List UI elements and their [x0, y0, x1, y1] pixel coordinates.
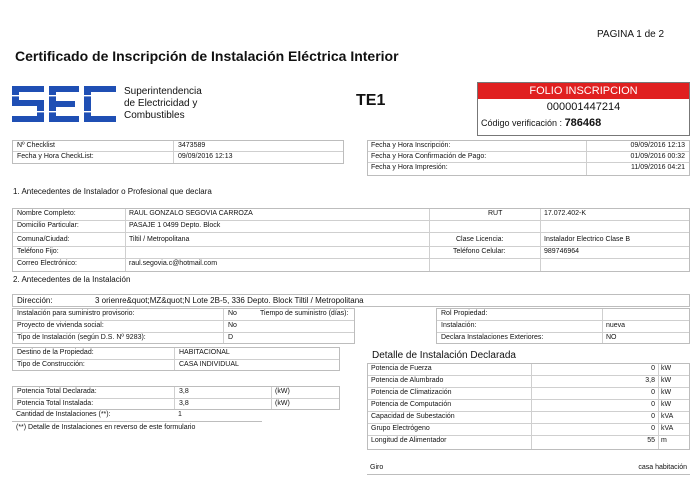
installer-value: Tiltil / Metropolitana — [129, 236, 190, 243]
detail-box — [367, 363, 690, 450]
property-info-label: Rol Propiedad: — [441, 310, 488, 317]
property-row — [13, 348, 339, 360]
power-label: Potencia Total Declarada: — [17, 388, 97, 395]
divider — [531, 364, 532, 449]
divider — [602, 309, 603, 343]
date-row — [368, 152, 689, 163]
folio-header: FOLIO INSCRIPCION — [478, 83, 689, 99]
detail-label: Potencia de Computación — [371, 401, 452, 408]
installer-value: PASAJE 1 0499 Depto. Block — [129, 222, 221, 229]
installer-row — [13, 259, 689, 271]
checklist-value: 3473589 — [178, 142, 206, 149]
power-row — [13, 387, 339, 399]
installer-row — [13, 209, 689, 221]
date-value: 01/09/2016 00:32 — [630, 153, 685, 160]
detail-row — [368, 424, 689, 436]
supply-label: Proyecto de vivienda social: — [17, 322, 104, 329]
count-row — [12, 411, 262, 422]
power-label: Potencia Total Instalada: — [17, 400, 94, 407]
detail-unit: kW — [661, 389, 672, 396]
supply-row — [13, 309, 354, 321]
checklist-value: 09/09/2016 12:13 — [178, 153, 233, 160]
installer-row — [13, 221, 689, 233]
installer-value: raul.segovia.c@hotmail.com — [129, 260, 218, 267]
detail-value: 0 — [651, 401, 655, 408]
address-box — [12, 294, 690, 307]
org-name — [124, 86, 202, 122]
power-unit: (kW) — [275, 388, 290, 395]
checklist-row — [13, 141, 343, 152]
detail-unit: m — [661, 437, 667, 444]
installer-label: Nombre Completo: — [17, 210, 76, 217]
detail-label: Grupo Electrógeno — [371, 425, 430, 432]
divider — [540, 209, 541, 271]
supply-box — [12, 308, 355, 344]
installer-value-2: 17.072.402-K — [544, 210, 587, 217]
detail-value: 0 — [651, 389, 655, 396]
supply-label: Tipo de Instalación (según D.S. Nº 9283): — [17, 334, 146, 341]
footnote: (**) Detalle de Instalaciones en reverso de este formulario — [16, 424, 196, 431]
date-label: Fecha y Hora Confirmación de Pago: — [371, 153, 487, 160]
divider — [586, 141, 587, 175]
installer-label: Correo Electrónico: — [17, 260, 77, 267]
detail-label: Capacidad de Subestación — [371, 413, 455, 420]
supply-value: No — [228, 310, 237, 317]
date-label: Fecha y Hora Impresión: — [371, 164, 448, 171]
folio-box — [477, 82, 690, 136]
date-value: 11/09/2016 04:21 — [631, 164, 685, 171]
supply-value: No — [228, 322, 237, 329]
detail-unit: kVA — [661, 425, 674, 432]
date-row — [368, 163, 689, 174]
org-name-line: Superintendencia — [124, 86, 202, 97]
count-value: 1 — [178, 411, 182, 418]
dates-box — [367, 140, 690, 176]
detail-row — [368, 412, 689, 424]
detail-unit: kW — [661, 365, 672, 372]
verification-code: 786468 — [564, 117, 602, 129]
count-label: Cantidad de Instalaciones (**): — [16, 411, 111, 418]
installer-value-2: 989746964 — [544, 248, 580, 255]
detail-label: Potencia de Alumbrado — [371, 377, 444, 384]
detail-value: 55 — [647, 437, 655, 444]
folio-number: 000001447214 — [546, 101, 621, 113]
divider — [174, 348, 175, 370]
checklist-label: Nº Checklist — [17, 142, 55, 149]
detail-unit: kVA — [661, 413, 674, 420]
date-value: 09/09/2016 12:13 — [630, 142, 685, 149]
giro-label: Giro — [370, 464, 384, 471]
supply-label-2: Tiempo de suministro (días): — [260, 310, 349, 317]
detail-unit: kW — [661, 377, 672, 384]
detail-value: 0 — [651, 425, 655, 432]
divider — [174, 387, 175, 409]
giro-row — [367, 462, 690, 475]
verification-label: Código verificación : — [481, 118, 563, 128]
verification-line — [478, 116, 689, 130]
detail-row — [368, 400, 689, 412]
detail-title: Detalle de Instalación Declarada — [372, 350, 516, 361]
property-row — [13, 360, 339, 372]
detail-label: Potencia de Fuerza — [371, 365, 432, 372]
detail-value: 0 — [651, 365, 655, 372]
power-unit: (kW) — [275, 400, 290, 407]
form-code: TE1 — [356, 92, 386, 109]
property-info-row — [437, 321, 689, 333]
property-value: HABITACIONAL — [179, 349, 230, 356]
org-name-line: Combustibles — [124, 110, 185, 121]
installer-label: Domicilio Particular: — [17, 222, 79, 229]
installer-row — [13, 247, 689, 259]
property-info-label: Declara Instalaciones Exteriores: — [441, 334, 544, 341]
installer-label-2: Teléfono Celular: — [453, 248, 506, 255]
section-2-title: 2. Antecedentes de la Instalación — [13, 275, 131, 284]
checklist-row — [13, 152, 343, 163]
property-value: CASA INDIVIDUAL — [179, 361, 239, 368]
property-info-label: Instalación: — [441, 322, 477, 329]
date-row — [368, 141, 689, 152]
detail-row — [368, 388, 689, 400]
property-info-box — [436, 308, 690, 344]
divider — [429, 209, 430, 271]
detail-value: 3,8 — [645, 377, 655, 384]
divider — [173, 141, 174, 163]
supply-label: Instalación para suministro provisorio: — [17, 310, 135, 317]
supply-row — [13, 321, 354, 333]
property-info-row — [437, 309, 689, 321]
property-label: Destino de la Propiedad: — [17, 349, 94, 356]
detail-unit: kW — [661, 401, 672, 408]
property-info-row — [437, 333, 689, 345]
detail-row — [368, 376, 689, 388]
installer-label: Comuna/Ciudad: — [17, 236, 70, 243]
property-info-value: NO — [606, 334, 617, 341]
detail-label: Potencia de Climatización — [371, 389, 452, 396]
address-value: 3 orienre&quot;MZ&quot;N Lote 2B-5, 336 Depto. Block Tiltil / Metropolitana — [95, 296, 364, 305]
detail-row — [368, 364, 689, 376]
divider — [658, 364, 659, 449]
power-value: 3,8 — [179, 388, 189, 395]
installer-label-2: Clase Licencia: — [456, 236, 504, 243]
property-box — [12, 347, 340, 371]
property-label: Tipo de Construcción: — [17, 361, 85, 368]
checklist-label: Fecha y Hora CheckList: — [17, 153, 94, 160]
installer-label-2: RUT — [488, 210, 503, 217]
document-title: Certificado de Inscripción de Instalación Eléctrica Interior — [15, 48, 399, 64]
installer-box — [12, 208, 690, 272]
supply-row — [13, 333, 354, 345]
org-name-line: de Electricidad y — [124, 98, 198, 109]
power-value: 3,8 — [179, 400, 189, 407]
date-label: Fecha y Hora Inscripción: — [371, 142, 451, 149]
installer-label: Teléfono Fijo: — [17, 248, 59, 255]
detail-row — [368, 436, 689, 449]
installer-row — [13, 233, 689, 247]
divider — [223, 309, 224, 343]
power-box — [12, 386, 340, 410]
detail-value: 0 — [651, 413, 655, 420]
property-info-value: nueva — [606, 322, 626, 329]
divider — [271, 387, 272, 409]
checklist-box — [12, 140, 344, 164]
installer-value: RAUL GONZALO SEGOVIA CARROZA — [129, 210, 253, 217]
giro-value: casa habitación — [638, 464, 687, 471]
supply-value: D — [228, 334, 234, 341]
installer-value-2: Instalador Electrico Clase B — [544, 236, 630, 243]
page-number: PAGINA 1 de 2 — [597, 29, 665, 40]
sec-logo — [12, 86, 116, 122]
address-label: Dirección: — [17, 296, 53, 305]
detail-label: Longitud de Alimentador — [371, 437, 447, 444]
divider — [125, 209, 126, 271]
section-1-title: 1. Antecedentes de Instalador o Profesional que declara — [13, 187, 212, 196]
power-row — [13, 399, 339, 411]
